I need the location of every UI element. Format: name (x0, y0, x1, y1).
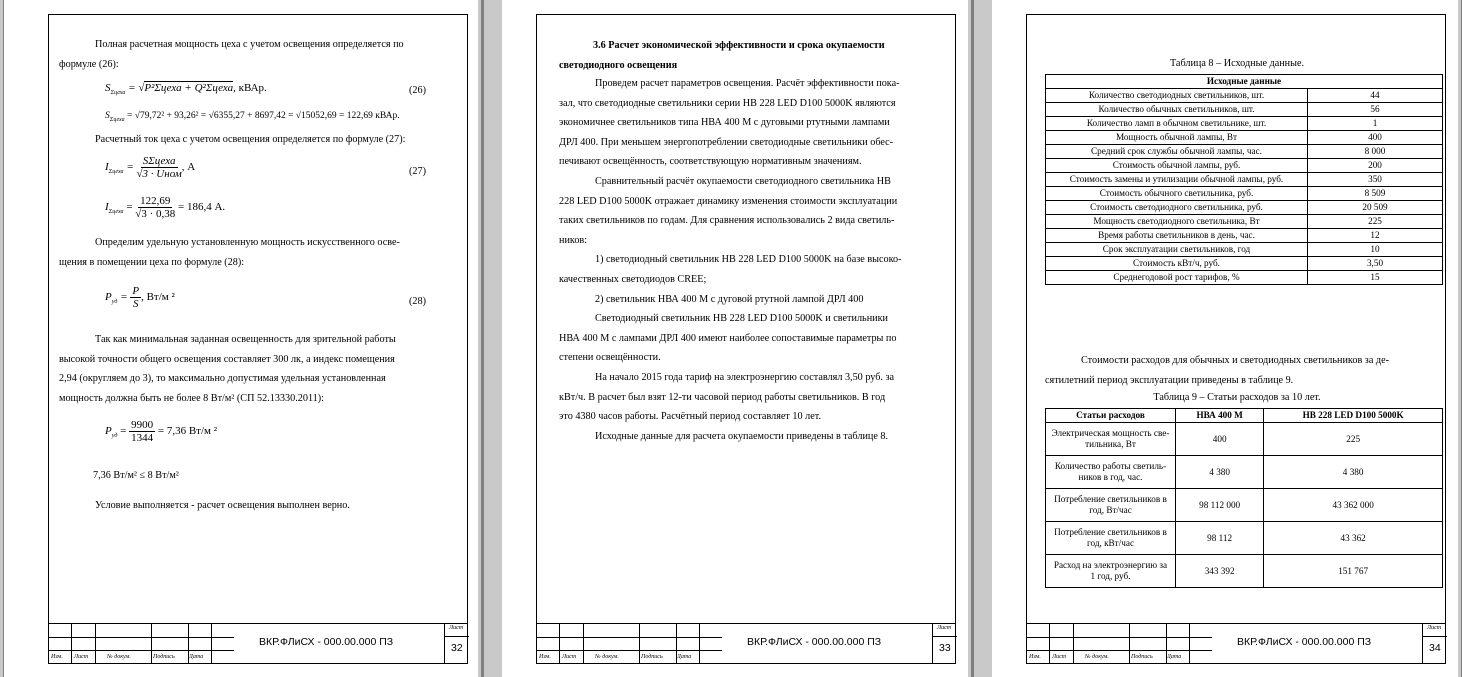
table-cell: 343 392 (1176, 555, 1264, 588)
table-row (1046, 187, 1443, 201)
table-cell: 1 (1308, 117, 1443, 131)
text-line: таких светильников по годам. Для сравнения использовались 2 вида светиль- (559, 215, 895, 227)
table-cell: 4 380 (1264, 456, 1443, 489)
page-number: 34 (1429, 642, 1441, 654)
table-cell: Стоимость обычной лампы, руб. (1046, 159, 1308, 173)
table-cell: 20 509 (1308, 201, 1443, 215)
text-line: 2) светильник НВА 400 М с дуговой ртутной лампой ДРЛ 400 (595, 293, 864, 305)
page-gap (1458, 0, 1462, 677)
table-header: НВА 400 М (1176, 409, 1264, 423)
table-cell: 3,50 (1308, 257, 1443, 271)
text-line: ников: (559, 234, 588, 246)
paragraph: Расчетный ток цеха с учетом освещения определяется по формуле (27): (95, 134, 406, 145)
table-cell: Количество светодиодных светильников, шт. (1046, 89, 1308, 103)
table-8 (1045, 74, 1443, 285)
table-row (1046, 271, 1443, 285)
table-cell: Стоимость светодиодного светильника, руб. (1046, 201, 1308, 215)
table-cell: Количество работы светиль- ников в год, час. (1046, 456, 1176, 489)
table-cell: 225 (1264, 423, 1443, 456)
table-row (1046, 423, 1443, 456)
stamp-label: Подпись (1131, 654, 1153, 660)
table-cell: Расход на электроэнергию за 1 год, руб. (1046, 555, 1176, 588)
page-number: 33 (939, 642, 951, 654)
table-row (1046, 229, 1443, 243)
table-cell: 400 (1308, 131, 1443, 145)
table-cell: Время работы светильников в день, час. (1046, 229, 1308, 243)
table-cell: Стоимость обычного светильника, руб. (1046, 187, 1308, 201)
table-row (1046, 159, 1443, 173)
page-gap (968, 0, 992, 677)
paragraph: Так как минимальная заданная освещенность для зрительной работы высокой точности общего освещения составляет 300 лк, а индекс помещения 2,94 (округляем до 3), то максимально допустимая удельная установленная мощность должна быть не более 8 Вт/м² (СП 52.13330.2011): (59, 334, 396, 404)
stamp-label: Подпись (153, 654, 175, 660)
table-cell: 43 362 (1264, 522, 1443, 555)
table-cell: Среднегодовой рост тарифов, % (1046, 271, 1308, 285)
table-row (1046, 555, 1443, 588)
table-row (1046, 456, 1443, 489)
table-cell: Стоимость замены и утилизации обычной лампы, руб. (1046, 173, 1308, 187)
formula-calc: $S_{\Sigma цеха} = √79,72^2 + 93,26^2 = √6355,27 + 8697,42 = √15052,69 = 122,69$ кВАр. (105, 111, 400, 123)
section-heading: 3.6 Расчет экономической эффективности и срока окупаемости (593, 40, 885, 51)
formula-number: (28) (409, 296, 426, 307)
stamp-label: № докум. (1085, 654, 1109, 660)
stamp-label: № докум. (107, 654, 131, 660)
table-cell: Потребление светильников в год, Вт/час (1046, 489, 1176, 522)
table-row (1046, 489, 1443, 522)
table-cell: 8 000 (1308, 145, 1443, 159)
page-gap (478, 0, 502, 677)
formula-number: (27) (409, 166, 426, 177)
table-header: Исходные данные (1046, 75, 1443, 89)
table-9 (1045, 408, 1443, 588)
stamp-label: Лист (937, 625, 952, 631)
page-frame (1026, 14, 1446, 664)
text-line: Проведем расчет параметров освещения. Расчёт эффективности пока- (595, 78, 900, 89)
text-line: печивают освещённость, соответствующую нормативным значениям. (559, 156, 862, 168)
title-block (1027, 623, 1445, 663)
table-cell: 10 (1308, 243, 1443, 257)
paragraph: формуле (26): (59, 59, 119, 70)
table-cell: 200 (1308, 159, 1443, 173)
table-row (1046, 201, 1443, 215)
table-cell: Мощность обычной лампы, Вт (1046, 131, 1308, 145)
table-cell: 98 112 (1176, 522, 1264, 555)
paragraph: Полная расчетная мощность цеха с учетом освещения определяется по (95, 39, 404, 50)
text-line: ДРЛ 400. При меньшем энергопотреблении светодиодные светильники обес- (559, 136, 894, 148)
table-cell: Срок эксплуатации светильников, год (1046, 243, 1308, 257)
table-row (1046, 131, 1443, 145)
formula-27-calc: $I_{\Sigma цеха}$ = $\frac{122,69}{√3 \cdot 0,38}$ = 186,4 А. (105, 195, 226, 220)
table-9-caption: Таблица 9 – Статьи расходов за 10 лет. (1153, 392, 1321, 403)
formula-number: (26) (409, 85, 426, 96)
table-row (1046, 243, 1443, 257)
document-code: ВКР.ФЛиСХ - 000.00.000 ПЗ (259, 636, 394, 648)
title-block (537, 623, 955, 663)
stamp-label: № докум. (595, 654, 619, 660)
formula-26: $S_{\Sigma цеха}$ = √P²Σцеха + Q²Σцеха, кВАр. (105, 82, 267, 97)
table-cell: 151 767 (1264, 555, 1443, 588)
table-cell: 43 362 000 (1264, 489, 1443, 522)
text-line: Сравнительный расчёт окупаемости светодиодного светильника НВ (595, 175, 891, 187)
page-number: 32 (451, 642, 463, 654)
text-line: 228 LED D100 5000K отражает динамику изменения стоимости эксплуатации (559, 195, 898, 207)
table-row (1046, 522, 1443, 555)
table-cell: Электрическая мощность све- тильника, Вт (1046, 423, 1176, 456)
document-code: ВКР.ФЛиСХ - 000.00.000 ПЗ (1237, 636, 1372, 648)
text-line: экономичнее светильников типа НВА 400 М с дуговыми ртутными лампами (559, 117, 890, 129)
stamp-label: Лист (74, 654, 89, 660)
text-line: Светодиодный светильник НВ 228 LED D100 5000K и светильники (595, 313, 888, 325)
table-row (1046, 103, 1443, 117)
table-cell: 350 (1308, 173, 1443, 187)
table-cell: 44 (1308, 89, 1443, 103)
text-line: степени освещённости. (559, 352, 661, 364)
stamp-label: Изм. (51, 654, 63, 660)
text-line: кВт/ч. В расчет был взят 12-ти часовой период работы светильников. В год (559, 391, 886, 403)
table-header: НВ 228 LED D100 5000K (1264, 409, 1443, 423)
table-cell: 225 (1308, 215, 1443, 229)
section-heading: светодиодного освещения (559, 60, 678, 71)
stamp-label: Подпись (641, 654, 663, 660)
page-32 (4, 0, 478, 677)
text-line: НВА 400 М с лампами ДРЛ 400 имеют наиболее сопоставимые параметры по (559, 332, 897, 344)
table-cell: Мощность светодиодного светильника, Вт (1046, 215, 1308, 229)
stamp-label: Дата (677, 654, 692, 660)
page-frame (536, 14, 956, 664)
document-code: ВКР.ФЛиСХ - 000.00.000 ПЗ (747, 636, 882, 648)
page-33 (502, 0, 968, 677)
formula-28: $P_{уд}$ = $\frac{P}{S}$ , Вт/м ² (105, 285, 175, 310)
paragraph: Определим удельную установленную мощность искусственного осве- щения в помещении цеха по формуле (28): (59, 237, 400, 268)
stamp-label: Изм. (539, 654, 551, 660)
text-line: 1) светодиодный светильник НВ 228 LED D100 5000K на базе высоко- (595, 254, 902, 266)
paragraph: Стоимости расходов для обычных и светодиодных светильников за де- сятилетний период эксплуатации приведены в таблице 9. (1045, 355, 1389, 386)
table-cell: 15 (1308, 271, 1443, 285)
text-line: На начало 2015 года тариф на электроэнергию составлял 3,50 руб. за (595, 371, 895, 383)
table-cell: 56 (1308, 103, 1443, 117)
formula-27: $I_{\Sigma цеха}$ = SΣцеха √3 · Uном , А (105, 155, 196, 180)
stamp-label: Лист (562, 654, 577, 660)
conclusion: Условие выполняется - расчет освещения выполнен верно. (95, 500, 350, 511)
stamp-label: Лист (1052, 654, 1067, 660)
stamp-label: Лист (449, 625, 464, 631)
stamp-label: Лист (1427, 625, 1442, 631)
table-row (1046, 89, 1443, 103)
table-row (1046, 117, 1443, 131)
text-line: зал, что светодиодные светильники серии НВ 228 LED D100 5000K являются (559, 97, 896, 109)
table-cell: Количество ламп в обычном светильнике, шт. (1046, 117, 1308, 131)
text-line: это 4380 часов работы. Расчётный период составляет 10 лет. (559, 411, 821, 423)
stamp-label: Дата (189, 654, 204, 660)
page-frame (48, 14, 468, 664)
comparison: 7,36 Вт/м² ≤ 8 Вт/м² (93, 470, 179, 481)
stamp-label: Изм. (1029, 654, 1041, 660)
table-row (1046, 215, 1443, 229)
stamp-label: Дата (1167, 654, 1182, 660)
table-row (1046, 173, 1443, 187)
table-cell: 12 (1308, 229, 1443, 243)
table-row (1046, 145, 1443, 159)
table-cell: 400 (1176, 423, 1264, 456)
body-text (559, 74, 939, 446)
table-cell: 4 380 (1176, 456, 1264, 489)
text-line: Исходные данные для расчета окупаемости приведены в таблице 8. (595, 430, 889, 442)
table-cell: Количество обычных светильников, шт. (1046, 103, 1308, 117)
page-34 (992, 0, 1458, 677)
table-cell: Средний срок службы обычной лампы, час. (1046, 145, 1308, 159)
table-header: Статьи расходов (1046, 409, 1176, 423)
table-cell: Потребление светильников в год, кВт/час (1046, 522, 1176, 555)
table-cell: 8 509 (1308, 187, 1443, 201)
text-line: качественных светодиодов CREE; (559, 273, 707, 285)
table-row (1046, 257, 1443, 271)
formula-calc-28: $P_{уд}$ = $\frac{9900}{1344}$ = 7,36 Вт/м ² (105, 419, 218, 444)
title-block (49, 623, 467, 663)
table-cell: Стоимость кВт/ч, руб. (1046, 257, 1308, 271)
table-cell: 98 112 000 (1176, 489, 1264, 522)
table-8-caption: Таблица 8 – Исходные данные. (1169, 58, 1305, 69)
